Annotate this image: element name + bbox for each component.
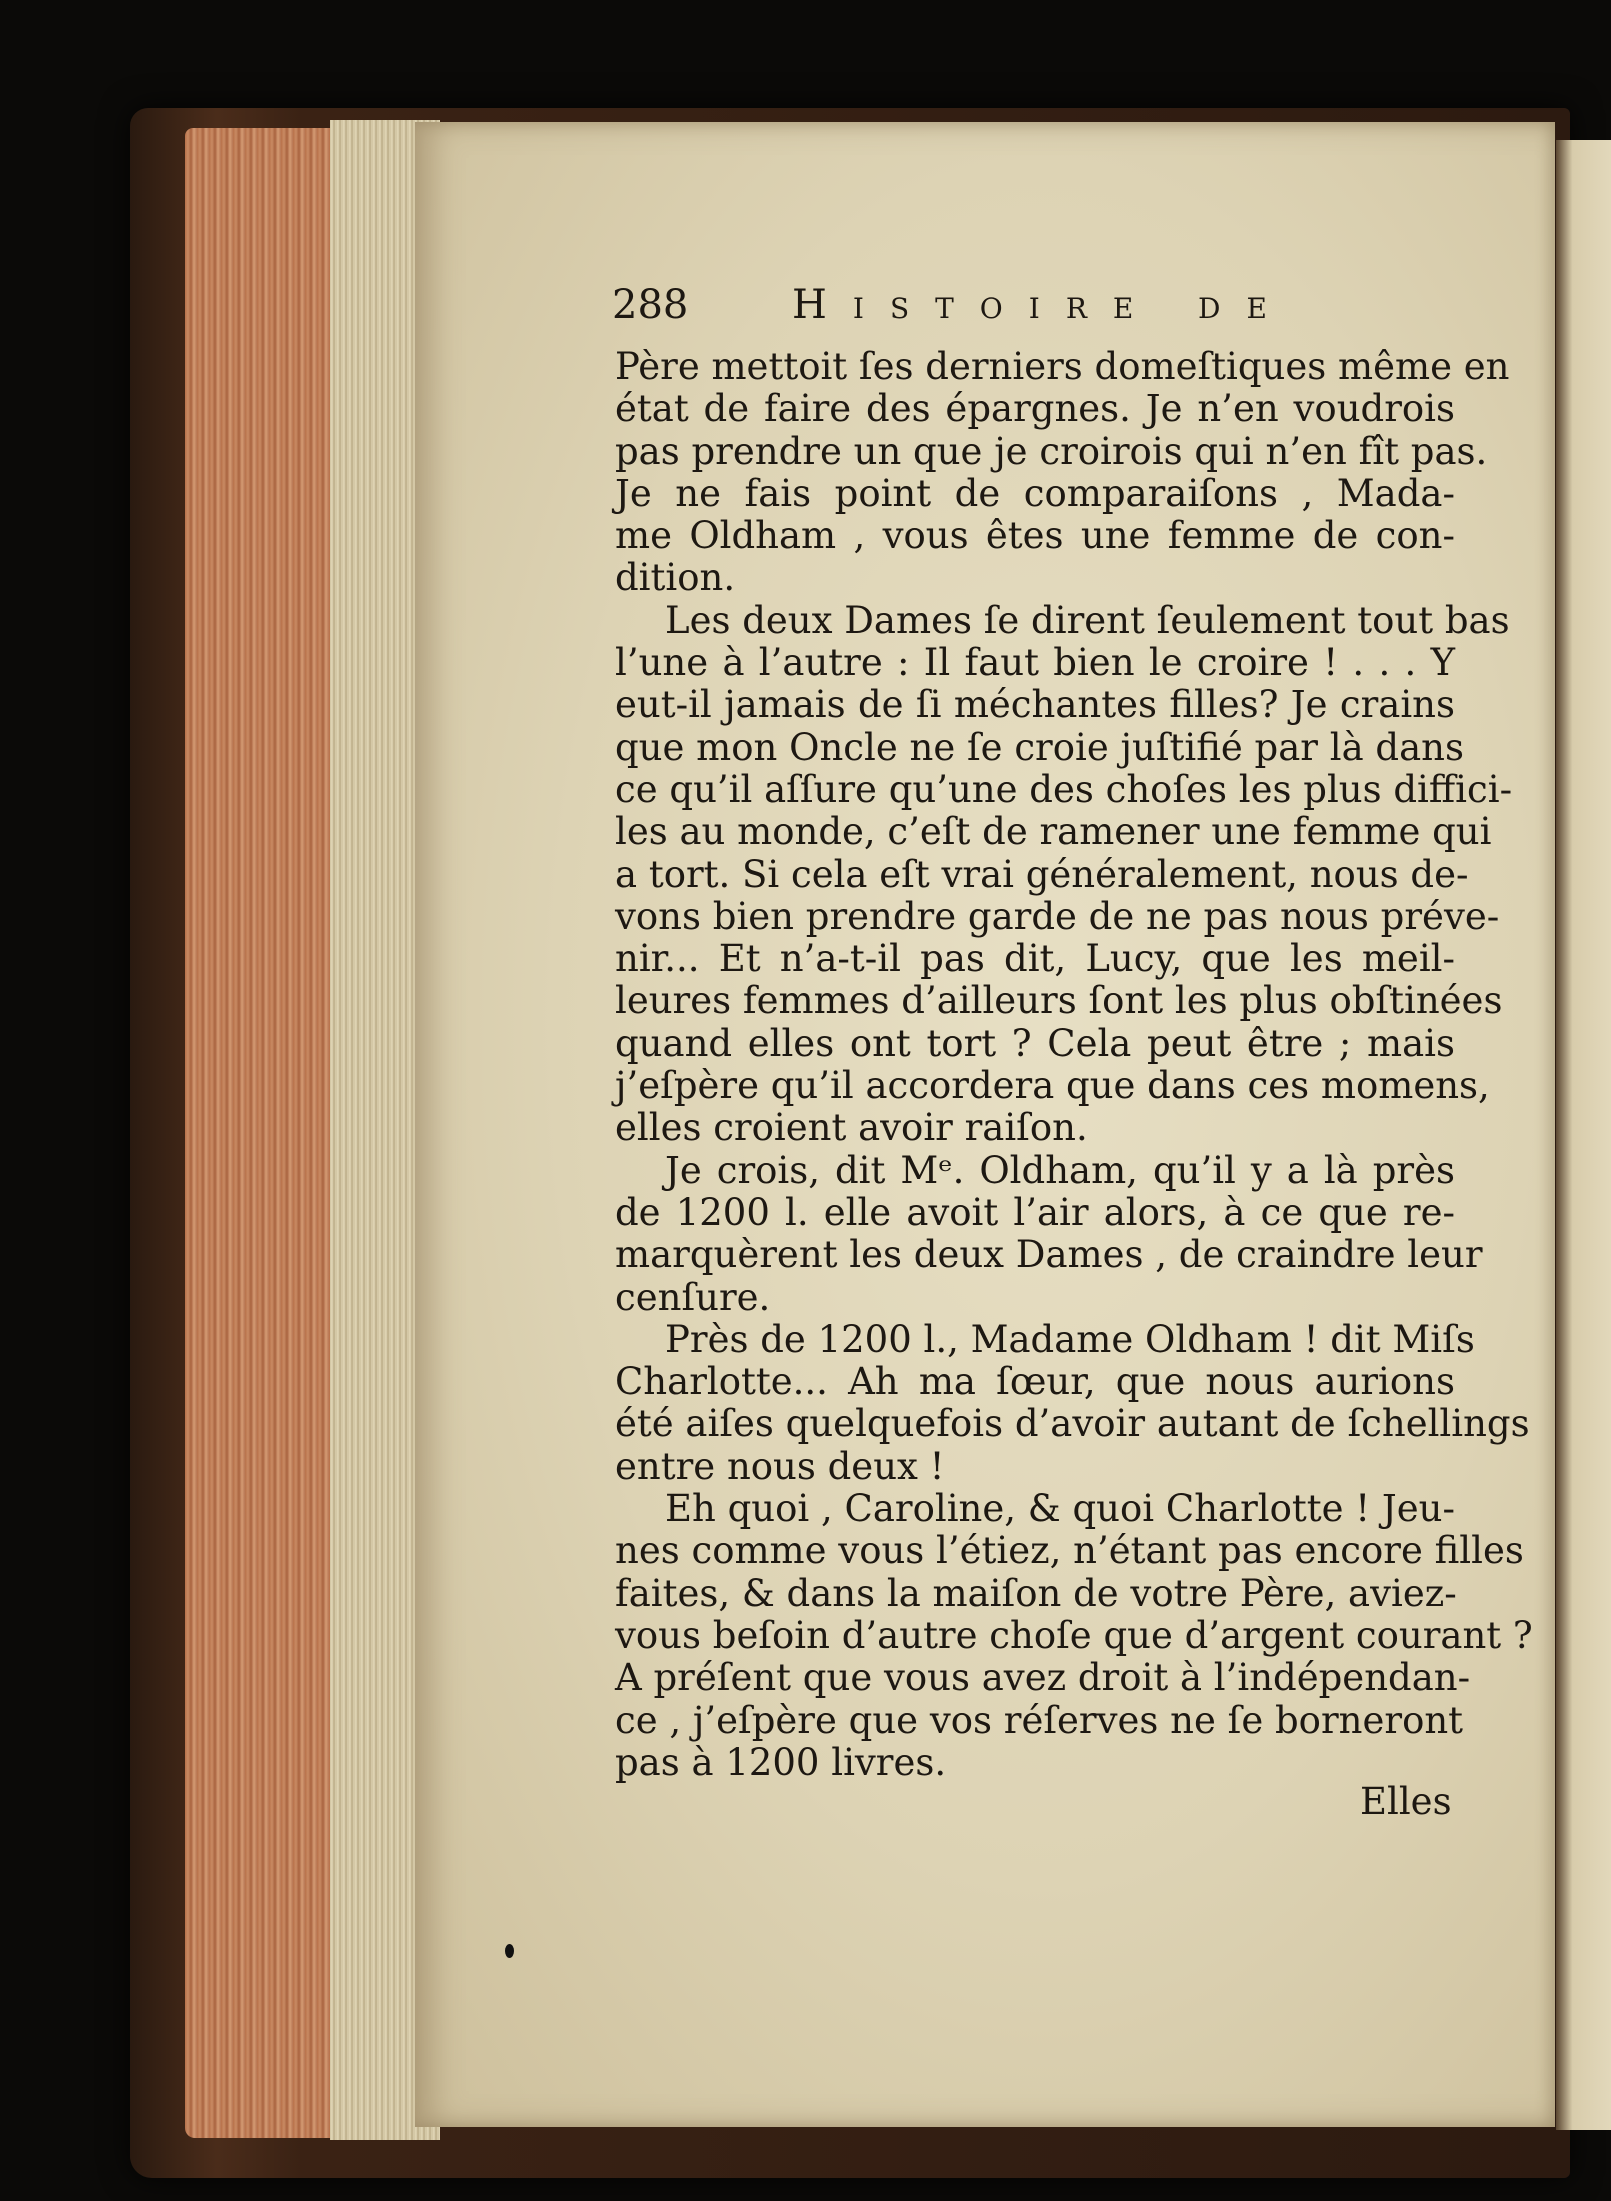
text-line: été aiſes quelquefois d’avoir autant de ſchellings — [615, 1402, 1530, 1446]
text-line: état de faire des épargnes. Je n’en voudrois — [615, 387, 1455, 431]
page-header — [612, 282, 1512, 332]
text-line: les au monde, c’eſt de ramener une femme qui — [615, 810, 1492, 854]
catchword: Elles — [1360, 1780, 1452, 1823]
text-line: leures femmes d’ailleurs ſont les plus obſtinées — [615, 979, 1503, 1023]
text-line: pas prendre un que je croirois qui n’en fît pas. — [615, 429, 1488, 473]
text-line: de 1200 l. elle avoit l’air alors, à ce que re- — [615, 1190, 1455, 1234]
text-line: eut-il jamais de ſi méchantes filles? Je crains — [615, 683, 1455, 727]
page-number: 288 — [612, 282, 689, 328]
text-line: ce , j’eſpère que vos réſerves ne ſe borneront — [615, 1698, 1464, 1742]
text-line: cenſure. — [615, 1275, 771, 1319]
text-line: Eh quoi , Caroline, & quoi Charlotte ! Jeu- — [665, 1487, 1455, 1531]
text-line: quand elles ont tort ? Cela peut être ; mais — [615, 1021, 1455, 1065]
text-line: l’une à l’autre : Il faut bien le croire ! . . . Y — [615, 641, 1455, 685]
text-line: Père mettoit ſes derniers domeſtiques même en — [615, 345, 1510, 388]
text-line: vons bien prendre garde de ne pas nous préve- — [615, 894, 1500, 938]
text-line: Charlotte... Ah ma ſœur, que nous aurions — [615, 1360, 1455, 1404]
text-line: me Oldham , vous êtes une femme de con- — [615, 514, 1455, 558]
text-line: vous beſoin d’autre choſe que d’argent courant ? — [615, 1613, 1533, 1657]
text-line: dition. — [615, 556, 736, 600]
text-line: elles croient avoir raiſon. — [615, 1106, 1088, 1150]
text-line: faites, & dans la maiſon de votre Père, aviez- — [615, 1571, 1457, 1615]
ink-spot — [505, 1944, 514, 1958]
text-line: Je ne fais point de comparaiſons , Mada- — [615, 471, 1455, 515]
text-line: pas à 1200 livres. — [615, 1740, 947, 1784]
text-line: Près de 1200 l., Madame Oldham ! dit Miſs — [665, 1317, 1475, 1361]
text-line: j’eſpère qu’il accordera que dans ces momens, — [615, 1064, 1490, 1108]
text-line: a tort. Si cela eſt vrai généralement, nous de- — [615, 852, 1469, 896]
running-title: Histoire de — [792, 282, 1293, 328]
text-line: ce qu’il aſſure qu’une des choſes les plus diffici- — [615, 767, 1513, 811]
text-line: marquèrent les deux Dames , de craindre leur — [615, 1233, 1483, 1277]
text-line: nir... Et n’a-t-il pas dit, Lucy, que les meil- — [615, 937, 1455, 981]
facing-page-edge — [1556, 140, 1611, 2130]
text-line: A préſent que vous avez droit à l’indépendan- — [615, 1656, 1471, 1700]
text-line: entre nous deux ! — [615, 1444, 945, 1488]
body-text — [615, 345, 1533, 1784]
text-line: Je crois, dit Mᵉ. Oldham, qu’il y a là près — [665, 1148, 1455, 1192]
text-line: que mon Oncle ne ſe croie juſtifié par là dans — [615, 725, 1464, 769]
text-line: Les deux Dames ſe dirent ſeulement tout bas — [665, 598, 1510, 642]
text-line: nes comme vous l’étiez, n’étant pas encore filles — [615, 1529, 1524, 1573]
